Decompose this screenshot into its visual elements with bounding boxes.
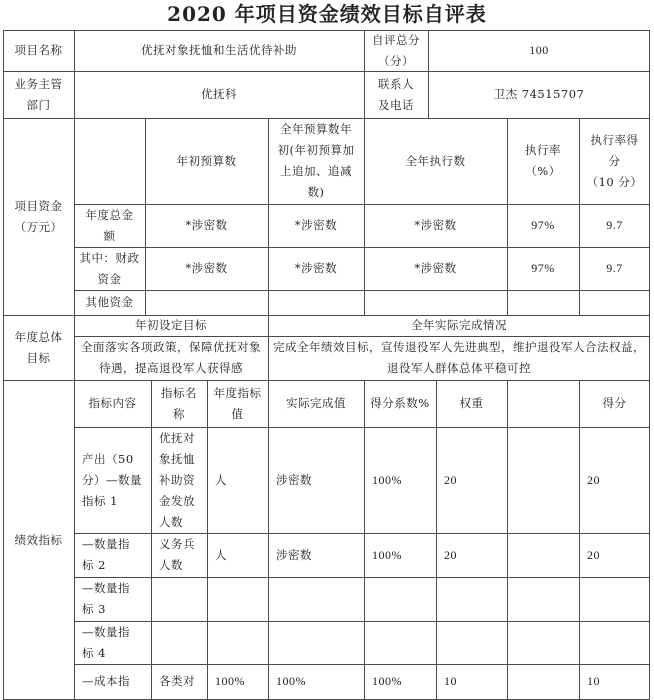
ind-row-score [579,577,650,621]
ind-row-value [207,577,268,621]
ind-header-weight: 权重 [459,396,484,410]
funds-cell: *涉密数 [185,218,228,232]
funds-header-rate: 执行率 （%） [525,143,561,178]
ind-row-weight: 20 [444,472,457,487]
ind-header-content: 指标内容 [88,396,137,410]
ind-row-name: 优抚对 象抚恤 补助资 金发放 人数 [159,430,195,529]
ind-header-value: 年度指标 值 [213,385,262,421]
ind-row-weight: 10 [444,674,457,688]
ind-row-value [207,621,268,664]
project-name-value: 优抚对象抚恤和生活优待补助 [141,43,297,57]
funds-cell [268,290,364,315]
funds-cell: *涉密数 [185,261,228,275]
ind-header-score: 得分 [602,396,627,410]
ind-row-value: 人 [215,547,227,562]
goals-actual-text: 完成全年绩效目标，宣传退役军人先进典型，维护退役军人合法权益， 退役军人群体总体平稳可控 [273,340,645,375]
funds-cell [579,290,650,315]
project-name-label: 项目名称 [14,43,63,57]
funds-header-initial: 年初预算数 [176,153,237,168]
ind-row-name [151,621,207,664]
ind-row-score [579,621,650,664]
ind-row-coef: 100% [372,547,402,562]
ind-row-actual: 涉密数 [276,547,312,562]
ind-row-score: 10 [587,674,600,688]
ind-row-content: —数量指 标 3 [82,581,130,616]
self-score-value: 100 [529,43,549,57]
indicators-label: 绩效指标 [14,532,63,547]
contact-label: 联系人 及电话 [378,76,414,112]
ind-row-score: 20 [587,547,600,562]
ind-row-value: 人 [215,472,227,487]
funds-cell: 97% [531,261,555,275]
funds-cell: *涉密数 [294,218,338,232]
funds-label: 项目资金 （万元） [14,198,63,234]
funds-header-full-year: 全年预算数年 初(年初预算加 上追加、追减 数) [277,122,355,199]
funds-row-label: 其中：财政 资金 [79,250,140,286]
v-line [507,380,508,700]
funds-row-label: 年度总金 额 [85,207,134,243]
ind-row-coef: 100% [372,472,402,487]
ind-row-actual [268,621,364,664]
funds-cell: *涉密数 [294,261,338,275]
funds-header-score: 执行率得 分 （10 分） [586,132,643,189]
ind-row-name: 义务兵 人数 [159,537,195,572]
funds-cell: *涉密数 [414,218,457,232]
goals-label: 年度总体 目标 [14,329,63,365]
dept-label: 业务主管 部门 [14,76,63,112]
funds-row-label: 其他资金 [85,295,134,309]
ind-row-value: 100% [215,674,245,688]
evaluation-table [3,30,650,700]
ind-row-content: —数量指 标 4 [82,624,130,660]
goals-initial-text: 全面落实各项政策，保障优抚对象 待遇，提高退役军人获得感 [81,340,261,375]
ind-row-name: 各类对 [159,674,195,688]
ind-row-name [151,577,207,621]
contact-value: 卫杰 74515707 [493,87,585,101]
goals-initial-header: 年初设定目标 [135,318,207,332]
self-score-label: 自评总分 （分） [372,32,420,68]
funds-cell [507,290,579,315]
funds-cell: 9.7 [606,218,623,232]
ind-row-coef [364,621,436,664]
ind-row-actual: 涉密数 [276,472,312,487]
ind-row-coef [364,577,436,621]
funds-cell [364,290,507,315]
ind-header-actual: 实际完成值 [286,396,346,410]
ind-row-score: 20 [587,472,600,487]
ind-row-content: —成本指 [82,674,130,688]
ind-header-name: 指标名 称 [161,385,197,421]
goals-actual-header: 全年实际完成情况 [411,318,507,332]
funds-cell [145,290,268,315]
funds-cell: 9.7 [606,261,623,275]
ind-row-content: 产出（50 分）—数量 指标 1 [82,451,142,508]
ind-row-content: —数量指 标 2 [82,537,130,572]
funds-cell: 97% [531,218,555,232]
ind-header-coef: 得分系数% [370,396,430,410]
ind-row-weight: 20 [444,547,457,562]
ind-row-weight [436,577,507,621]
ind-row-actual [268,577,364,621]
dept-value: 优抚科 [201,87,237,101]
ind-row-actual: 100% [276,674,306,688]
funds-header-executed: 全年执行数 [405,153,466,168]
page-title: 2020 年项目资金绩效目标自评表 [167,2,487,26]
funds-cell: *涉密数 [414,261,457,275]
ind-row-coef: 100% [372,674,402,688]
ind-row-weight [436,621,507,664]
